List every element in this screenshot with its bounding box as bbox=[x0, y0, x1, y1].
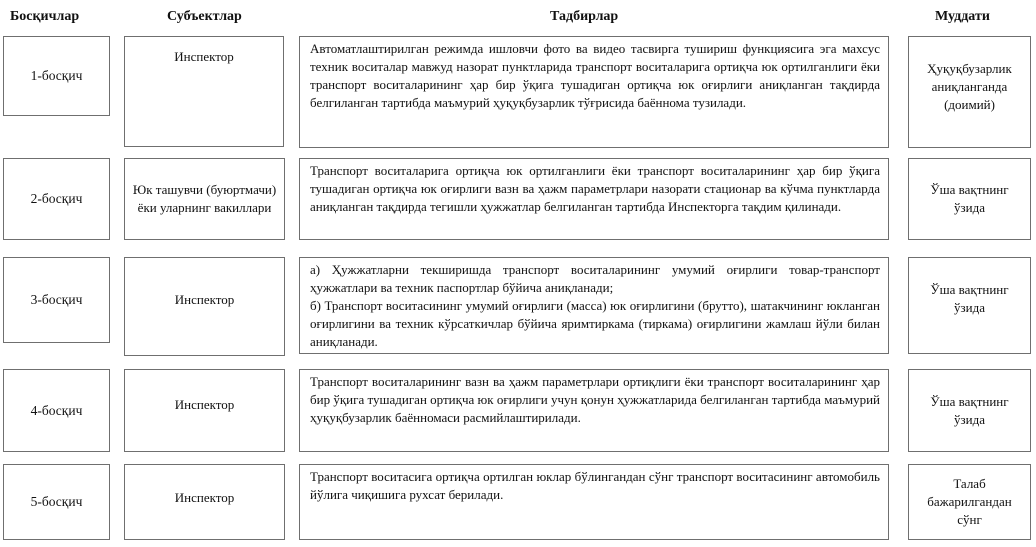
subject-label: Инспектор bbox=[174, 291, 235, 307]
subject-cell bbox=[124, 464, 285, 540]
stage-label: 1-босқич bbox=[30, 68, 83, 83]
actions-text: Транспорт воситасига ортиқча ортилган юклар бўлингандан сўнг транспорт воситасининг автомобиль йўлига чиқишига рухсат берилади. bbox=[310, 469, 880, 502]
duration-cell bbox=[908, 369, 1031, 452]
header-subject: Субъектлар bbox=[167, 9, 242, 24]
subject-cell bbox=[124, 36, 284, 147]
stage-cell bbox=[3, 36, 110, 116]
subject-label: Юк ташувчи (буюртмачи) ёки уларнинг вакиллари bbox=[132, 182, 277, 215]
duration-label: Ўша вақтнинг ўзида bbox=[930, 281, 1009, 315]
duration-cell bbox=[908, 464, 1031, 540]
duration-label: Талаб бажарилгандан сўнг bbox=[927, 476, 1012, 527]
actions-text: Транспорт воситаларига ортиқча юк ортилганлиги ёки транспорт воситаларининг ҳар бир ўқига тушадиган ортиқча юк оғирлиги вазн ва ҳажм параметрлари назорати стационар ва кўчма пунктларда аниқланган тақдирда тегишли ҳужжатлар белгиланган тартибда Инспекторга тақдим қилинади. bbox=[310, 163, 880, 214]
subject-cell bbox=[124, 369, 285, 452]
stage-cell bbox=[3, 257, 110, 343]
actions-cell bbox=[299, 36, 889, 148]
stage-cell bbox=[3, 158, 110, 240]
duration-label: Ҳуқуқбузарлик аниқланганда (доимий) bbox=[927, 61, 1012, 112]
subject-label: Инспектор bbox=[174, 396, 235, 412]
stage-cell bbox=[3, 464, 110, 540]
actions-cell bbox=[299, 464, 889, 540]
subject-cell bbox=[124, 158, 285, 240]
actions-text: Транспорт воситаларининг вазн ва ҳажм параметрлари ортиқлиги ёки транспорт воситаларининг ҳар бир ўқига тушадиган ортиқча юк оғирлиги учун қонун ҳужжатларида белгиланган тартибда маъмурий ҳуқуқбузарлик баённомаси расмийлаштирилади. bbox=[310, 374, 880, 425]
duration-label: Ўша вақтнинг ўзида bbox=[930, 182, 1009, 215]
actions-text-b: б) Транспорт воситасининг умумий оғирлиги (масса) юк оғирлигини (брутто), шатакчининг юкланган оғирлигини ва техник кўрсаткичлар бўйича яримтиркама (тиркама) оғирлигини жамлаш йўли билан аниқланади. bbox=[310, 298, 880, 349]
stage-label: 2-босқич bbox=[30, 191, 83, 206]
subject-label: Инспектор bbox=[174, 48, 234, 64]
duration-cell bbox=[908, 36, 1031, 148]
header-stage: Босқичлар bbox=[10, 9, 80, 24]
header-actions: Тадбирлар bbox=[550, 9, 619, 24]
duration-cell bbox=[908, 158, 1031, 240]
actions-cell bbox=[299, 158, 889, 240]
subject-label: Инспектор bbox=[174, 490, 235, 505]
actions-text-a: а) Ҳужжатларни текширишда транспорт воситаларининг умумий оғирлиги товар-транспорт ҳужжатлари ва техник паспортлар бўйича аниқланади; bbox=[310, 262, 880, 295]
stage-label: 5-босқич bbox=[30, 494, 83, 509]
actions-cell bbox=[299, 257, 889, 354]
subject-cell bbox=[124, 257, 285, 356]
stage-cell bbox=[3, 369, 110, 452]
header-duration: Муддати bbox=[935, 9, 990, 24]
duration-label: Ўша вақтнинг ўзида bbox=[930, 393, 1009, 427]
actions-text: Автоматлаштирилган режимда ишловчи фото ва видео тасвирга тушириш функциясига эга махсус техник воситалар мавжуд назорат пунктларида транспорт воситаларига ортиқча юк ортилганлиги ёки транспорт воситаларининг ҳар бир ўқига тушадиган ортиқча юк оғирлиги аниқланган тақдирда белгиланган тартибда маъмурий ҳуқуқбузарлик тўғрисида баённома тузилади. bbox=[310, 41, 880, 110]
stage-label: 4-босқич bbox=[30, 402, 83, 418]
stage-label: 3-босқич bbox=[30, 292, 83, 307]
actions-cell bbox=[299, 369, 889, 452]
duration-cell bbox=[908, 257, 1031, 354]
